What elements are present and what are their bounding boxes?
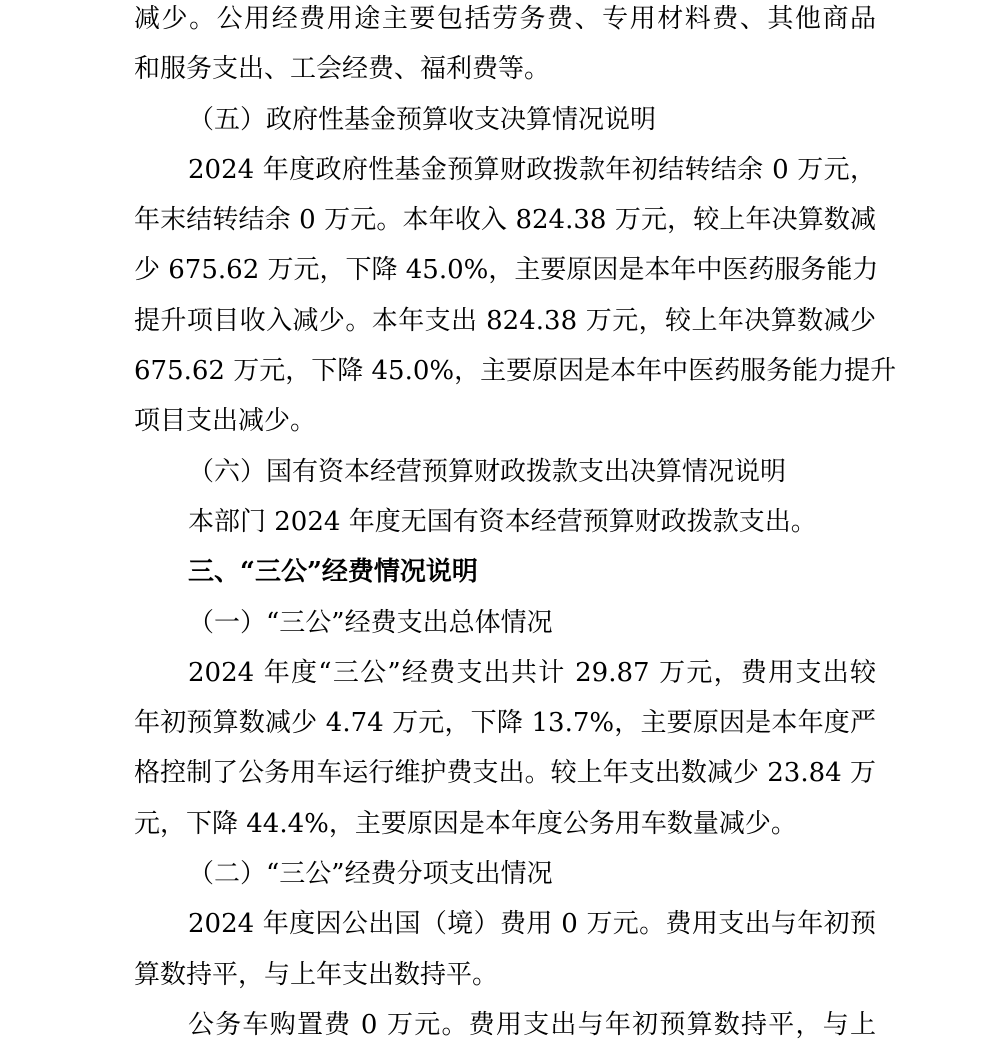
paragraph-line: 和服务支出、工会经费、福利费等。 — [134, 54, 551, 85]
paragraph-line: 675.62 万元，下降 45.0%，主要原因是本年中医药服务能力提升 — [134, 356, 897, 387]
chapter-heading: 三、“三公”经费情况说明 — [188, 557, 478, 588]
paragraph-line: 2024 年度政府性基金预算财政拨款年初结转结余 0 万元， — [188, 154, 876, 185]
section-heading: （六）国有资本经营预算财政拨款支出决算情况说明 — [188, 456, 787, 487]
paragraph-line: 本部门 2024 年度无国有资本经营预算财政拨款支出。 — [188, 506, 817, 537]
paragraph-line: 年初预算数减少 4.74 万元，下降 13.7%，主要原因是本年度严 — [134, 708, 876, 739]
section-heading: （二）“三公”经费分项支出情况 — [188, 859, 553, 890]
paragraph-line: 格控制了公务用车运行维护费支出。较上年支出数减少 23.84 万 — [134, 758, 876, 789]
paragraph-line: 项目支出减少。 — [134, 406, 317, 437]
paragraph-line: 公务车购置费 0 万元。费用支出与年初预算数持平，与上 — [188, 1009, 876, 1040]
paragraph-line: 2024 年度因公出国（境）费用 0 万元。费用支出与年初预 — [188, 909, 876, 940]
paragraph-line: 元，下降 44.4%，主要原因是本年度公务用车数量减少。 — [134, 808, 797, 839]
paragraph-line: 少 675.62 万元，下降 45.0%，主要原因是本年中医药服务能力 — [134, 255, 879, 286]
document-page — [134, 0, 897, 1050]
paragraph-line: 减少。公用经费用途主要包括劳务费、专用材料费、其他商品 — [134, 4, 876, 34]
section-heading: （一）“三公”经费支出总体情况 — [188, 607, 553, 638]
paragraph-line: 年末结转结余 0 万元。本年收入 824.38 万元，较上年决算数减 — [134, 205, 876, 236]
section-heading: （五）政府性基金预算收支决算情况说明 — [188, 104, 657, 135]
paragraph-line: 提升项目收入减少。本年支出 824.38 万元，较上年决算数减少 — [134, 305, 876, 336]
paragraph-line: 算数持平，与上年支出数持平。 — [134, 959, 499, 990]
paragraph-line: 2024 年度“三公”经费支出共计 29.87 万元，费用支出较 — [188, 657, 876, 688]
